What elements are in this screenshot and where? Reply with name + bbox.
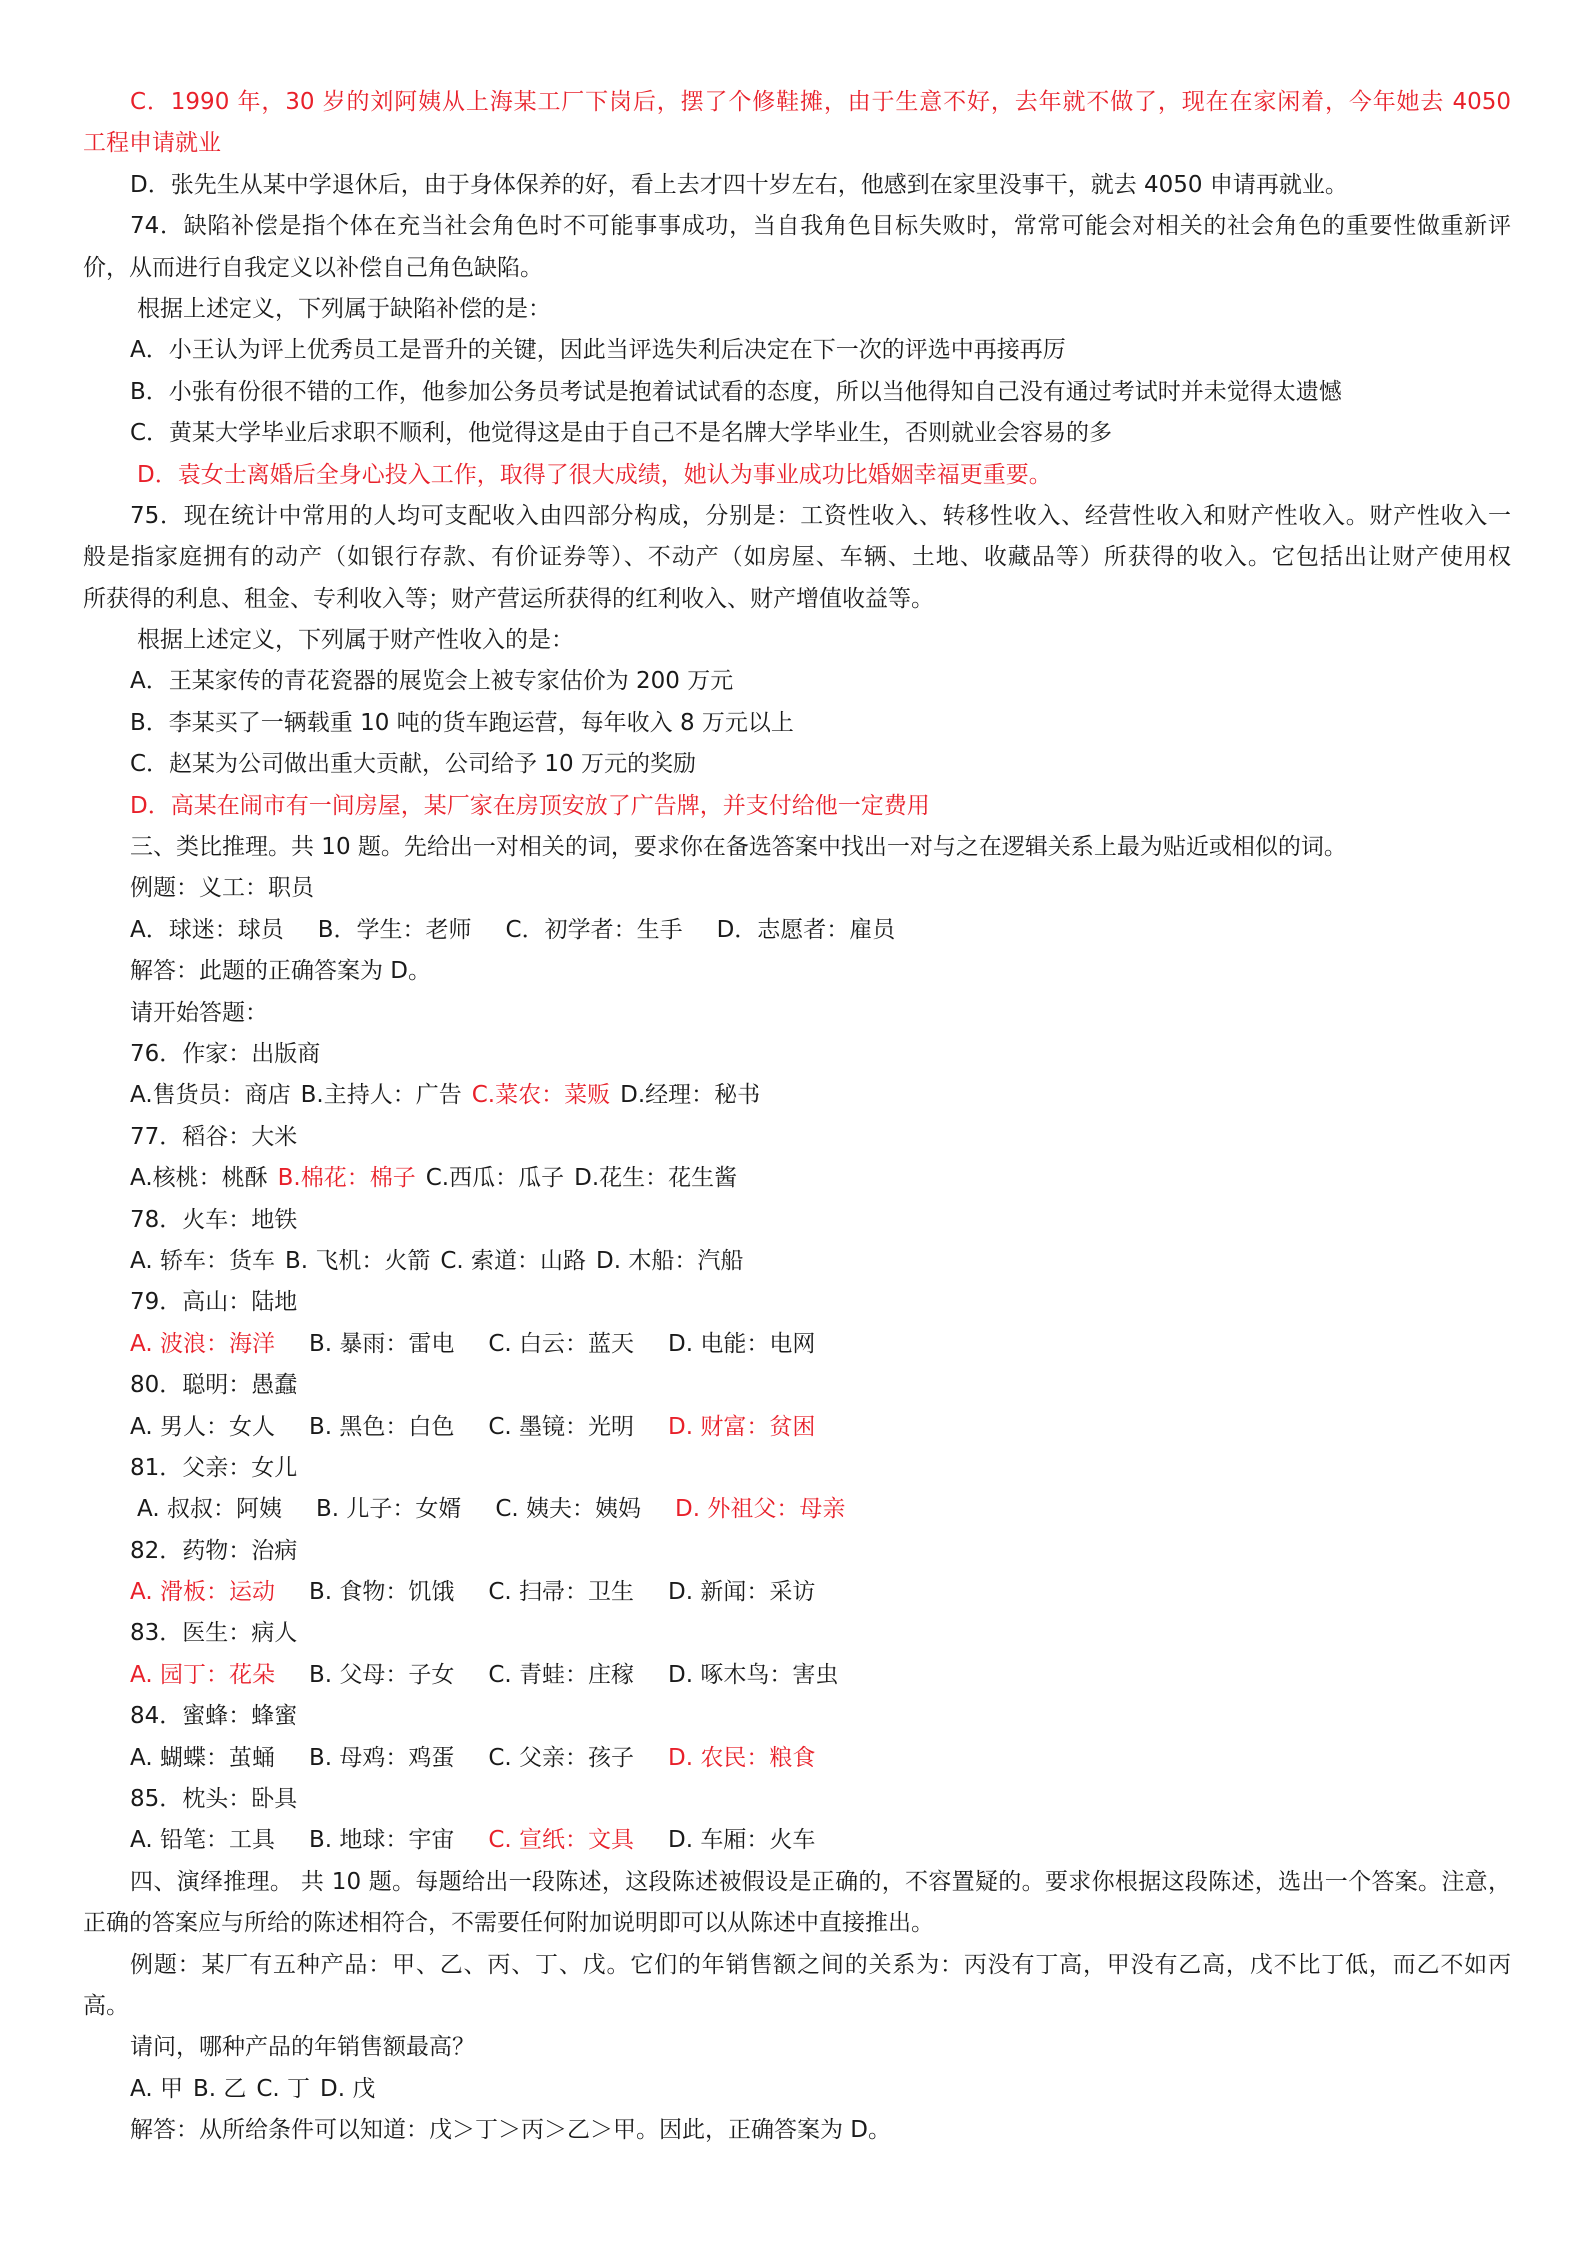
option-text: C. 丁 [256,2075,311,2102]
line-text: 正确的答案应与所给的陈述相符合，不需要任何附加说明即可以从陈述中直接推出。 [83,1910,934,1937]
correct-answer-text: D．高某在闹市有一间房屋，某厂家在房顶安放了广告牌，并支付给他一定费用 [130,792,930,819]
line-text: 80．聪明：愚蠢 [130,1372,298,1399]
text-line [0,537,1511,578]
line-text: A．王某家传的青花瓷器的展览会上被专家估价为 200 万元 [130,668,734,695]
line-text: 75．现在统计中常用的人均可支配收入由四部分构成，分别是：工资性收入、转移性收入、经营性收入和财产性收入。财产性收入一 [130,502,1511,529]
option-text: D. 木船：汽船 [596,1247,744,1274]
line-text: 例题：义工：职员 [130,875,314,902]
option-text: D. 电能：电网 [668,1330,816,1357]
text-line [0,248,1594,289]
line-text: A．小王认为评上优秀员工是晋升的关键，因此当评选失利后决定在下一次的评选中再接再厉 [130,337,1066,364]
line-text: 般是指家庭拥有的动产（如银行存款、有价证券等）、不动产（如房屋、车辆、土地、收藏品等）所获得的收入。它包括出让财产使用权 [83,544,1511,571]
option-row [0,2069,1594,2110]
option-text: D.经理：秘书 [620,1082,761,1109]
option-row [0,1158,1594,1199]
option-text: D. 啄木鸟：害虫 [668,1661,839,1688]
line-text: C．赵某为公司做出重大贡献，公司给予 10 万元的奖励 [130,751,696,778]
option-text: B. 暴雨：雷电 [308,1330,455,1357]
text-line [0,330,1594,371]
line-text: 所获得的利息、租金、专利收入等；财产营运所获得的红利收入、财产增值收益等。 [83,585,934,612]
option-text: C．初学者：生手 [505,916,683,943]
text-line [0,827,1594,868]
option-text: A. 男人：女人 [130,1413,275,1440]
text-line [0,206,1511,247]
line-text: D．张先生从某中学退休后，由于身体保养的好，看上去才四十岁左右，他感到在家里没事干，就去 4050 申请再就业。 [130,171,1348,198]
option-text: C. 青蛙：庄稼 [488,1661,635,1688]
text-line [0,165,1594,206]
line-text: 请问，哪种产品的年销售额最高？ [130,2034,475,2061]
line-text: B．李某买了一辆载重 10 吨的货车跑运营，每年收入 8 万元以上 [130,709,794,736]
line-text: 四、演绎推理。 共 10 题。每题给出一段陈述，这段陈述被假设是正确的，不容置疑的。要求你根据这段陈述，选出一个答案。注意， [130,1868,1511,1895]
line-text: 77．稻谷：大米 [130,1123,298,1150]
option-text: D. 车厢：火车 [668,1827,816,1854]
correct-answer-text: A. 园丁：花朵 [130,1661,275,1688]
line-text: 81．父亲：女儿 [130,1454,298,1481]
text-line [0,413,1594,454]
option-text: A. 铅笔：工具 [130,1827,275,1854]
text-line [0,372,1594,413]
option-text: B. 黑色：白色 [308,1413,455,1440]
option-text: D.花生：花生酱 [574,1165,738,1192]
text-line [0,993,1594,1034]
option-text: D. 新闻：采访 [668,1579,816,1606]
option-text: C.西瓜：瓜子 [425,1165,565,1192]
option-text: C. 父亲：孩子 [488,1744,635,1771]
text-line [0,1862,1511,1903]
line-text: C．黄某大学毕业后求职不顺利，他觉得这是由于自己不是名牌大学毕业生，否则就业会容易的多 [130,420,1113,447]
option-row [0,1738,1594,1779]
text-line [0,744,1594,785]
option-text: A. 甲 [130,2075,183,2102]
correct-answer-text: 工程申请就业 [83,130,221,157]
option-text: C. 墨镜：光明 [488,1413,635,1440]
text-line [0,1531,1594,1572]
correct-answer-text: C．1990 年，30 岁的刘阿姨从上海某工厂下岗后，摆了个修鞋摊，由于生意不好，去年就不做了，现在在家闲着，今年她去 4050 [130,89,1511,115]
option-text: C. 扫帚：卫生 [488,1579,635,1606]
text-line [0,496,1511,537]
text-line [0,82,1511,123]
option-text: B．学生：老师 [317,916,472,943]
text-line [0,868,1594,909]
option-text: C. 白云：蓝天 [488,1330,635,1357]
text-line [0,1779,1594,1820]
text-line [0,1117,1594,1158]
option-text: C. 姨夫：姨妈 [495,1496,642,1523]
text-line [0,1200,1594,1241]
option-text: B. 食物：饥饿 [308,1579,455,1606]
text-line [0,1282,1594,1323]
option-row [0,1075,1594,1116]
text-line [0,951,1594,992]
line-text: 解答：此题的正确答案为 D。 [130,958,432,985]
option-row [0,1489,1594,1530]
option-text: B. 父母：子女 [308,1661,455,1688]
text-line [0,620,1594,661]
option-text: A.核桃：桃酥 [130,1165,268,1192]
line-text: 三、类比推理。共 10 题。先给出一对相关的词，要求你在备选答案中找出一对与之在逻辑关系上最为贴近或相似的词。 [130,834,1347,861]
correct-answer-text: D. 外祖父：母亲 [675,1496,846,1523]
line-text: 根据上述定义，下列属于财产性收入的是： [137,627,574,654]
option-row [0,910,1594,951]
line-text: 76．作家：出版商 [130,1040,321,1067]
text-line [0,2110,1594,2151]
line-text: 例题：某厂有五种产品：甲、乙、丙、丁、戊。它们的年销售额之间的关系为：丙没有丁高，甲没有乙高，戊不比丁低，而乙不如丙 [130,1951,1511,1978]
exam-document-page [0,82,1594,2152]
text-line [0,1986,1594,2027]
correct-answer-text: C.菜农：菜贩 [471,1082,611,1109]
text-line [0,579,1594,620]
line-text: 根据上述定义，下列属于缺陷补偿的是： [137,295,551,322]
option-row [0,1324,1594,1365]
text-line [0,455,1594,496]
text-line [0,786,1594,827]
correct-answer-text: B.棉花：棉子 [277,1165,416,1192]
option-text: C. 索道：山路 [440,1247,587,1274]
correct-answer-text: D．袁女士离婚后全身心投入工作，取得了很大成绩，她认为事业成功比婚姻幸福更重要。 [137,461,1052,488]
option-text: B.主持人：广告 [300,1082,462,1109]
text-line [0,1365,1594,1406]
correct-answer-text: A. 波浪：海洋 [130,1330,275,1357]
option-text: B. 飞机：火箭 [284,1247,431,1274]
text-line [0,1945,1511,1986]
option-text: B. 乙 [192,2075,247,2102]
line-text: 83．医生：病人 [130,1620,298,1647]
line-text: 78．火车：地铁 [130,1206,298,1233]
line-text: 解答：从所给条件可以知道：戊＞丁＞丙＞乙＞甲。因此，正确答案为 D。 [130,2117,892,2144]
line-text: 价，从而进行自我定义以补偿自己角色缺陷。 [83,254,543,281]
line-text: 85．枕头：卧具 [130,1786,298,1813]
option-text: A. 叔叔：阿姨 [137,1496,282,1523]
text-line [0,1903,1594,1944]
option-row [0,1241,1594,1282]
text-line [0,289,1594,330]
line-text: 84．蜜蜂：蜂蜜 [130,1703,298,1730]
text-line [0,1034,1594,1075]
option-text: D. 戊 [320,2075,376,2102]
line-text: 82．药物：治病 [130,1537,298,1564]
text-line [0,1448,1594,1489]
line-text: B．小张有份很不错的工作，他参加公务员考试是抱着试试看的态度，所以当他得知自己没有通过考试时并未觉得太遗憾 [130,378,1342,405]
option-text: B. 母鸡：鸡蛋 [308,1744,455,1771]
option-row [0,1820,1594,1861]
option-text: A. 蝴蝶：茧蛹 [130,1744,275,1771]
text-line [0,703,1594,744]
line-text: 79．高山：陆地 [130,1289,298,1316]
option-row [0,1572,1594,1613]
text-line [0,661,1594,702]
option-text: B. 地球：宇宙 [308,1827,455,1854]
option-row [0,1655,1594,1696]
option-text: A.售货员：商店 [130,1082,291,1109]
option-row [0,1407,1594,1448]
correct-answer-text: D. 农民：粮食 [668,1744,816,1771]
line-text: 请开始答题： [130,999,268,1026]
option-text: D．志愿者：雇员 [716,916,896,943]
text-line [0,2027,1594,2068]
text-line [0,1613,1594,1654]
line-text: 高。 [83,1992,129,2019]
option-text: B. 儿子：女婿 [315,1496,462,1523]
option-text: A．球迷：球员 [130,916,284,943]
line-text: 74．缺陷补偿是指个体在充当社会角色时不可能事事成功，当自我角色目标失败时，常常可能会对相关的社会角色的重要性做重新评 [130,213,1511,240]
option-text: A. 轿车：货车 [130,1247,275,1274]
text-line [0,1696,1594,1737]
text-line [0,123,1594,164]
correct-answer-text: D. 财富：贫困 [668,1413,816,1440]
correct-answer-text: A. 滑板：运动 [130,1579,275,1606]
correct-answer-text: C. 宣纸：文具 [488,1827,635,1854]
